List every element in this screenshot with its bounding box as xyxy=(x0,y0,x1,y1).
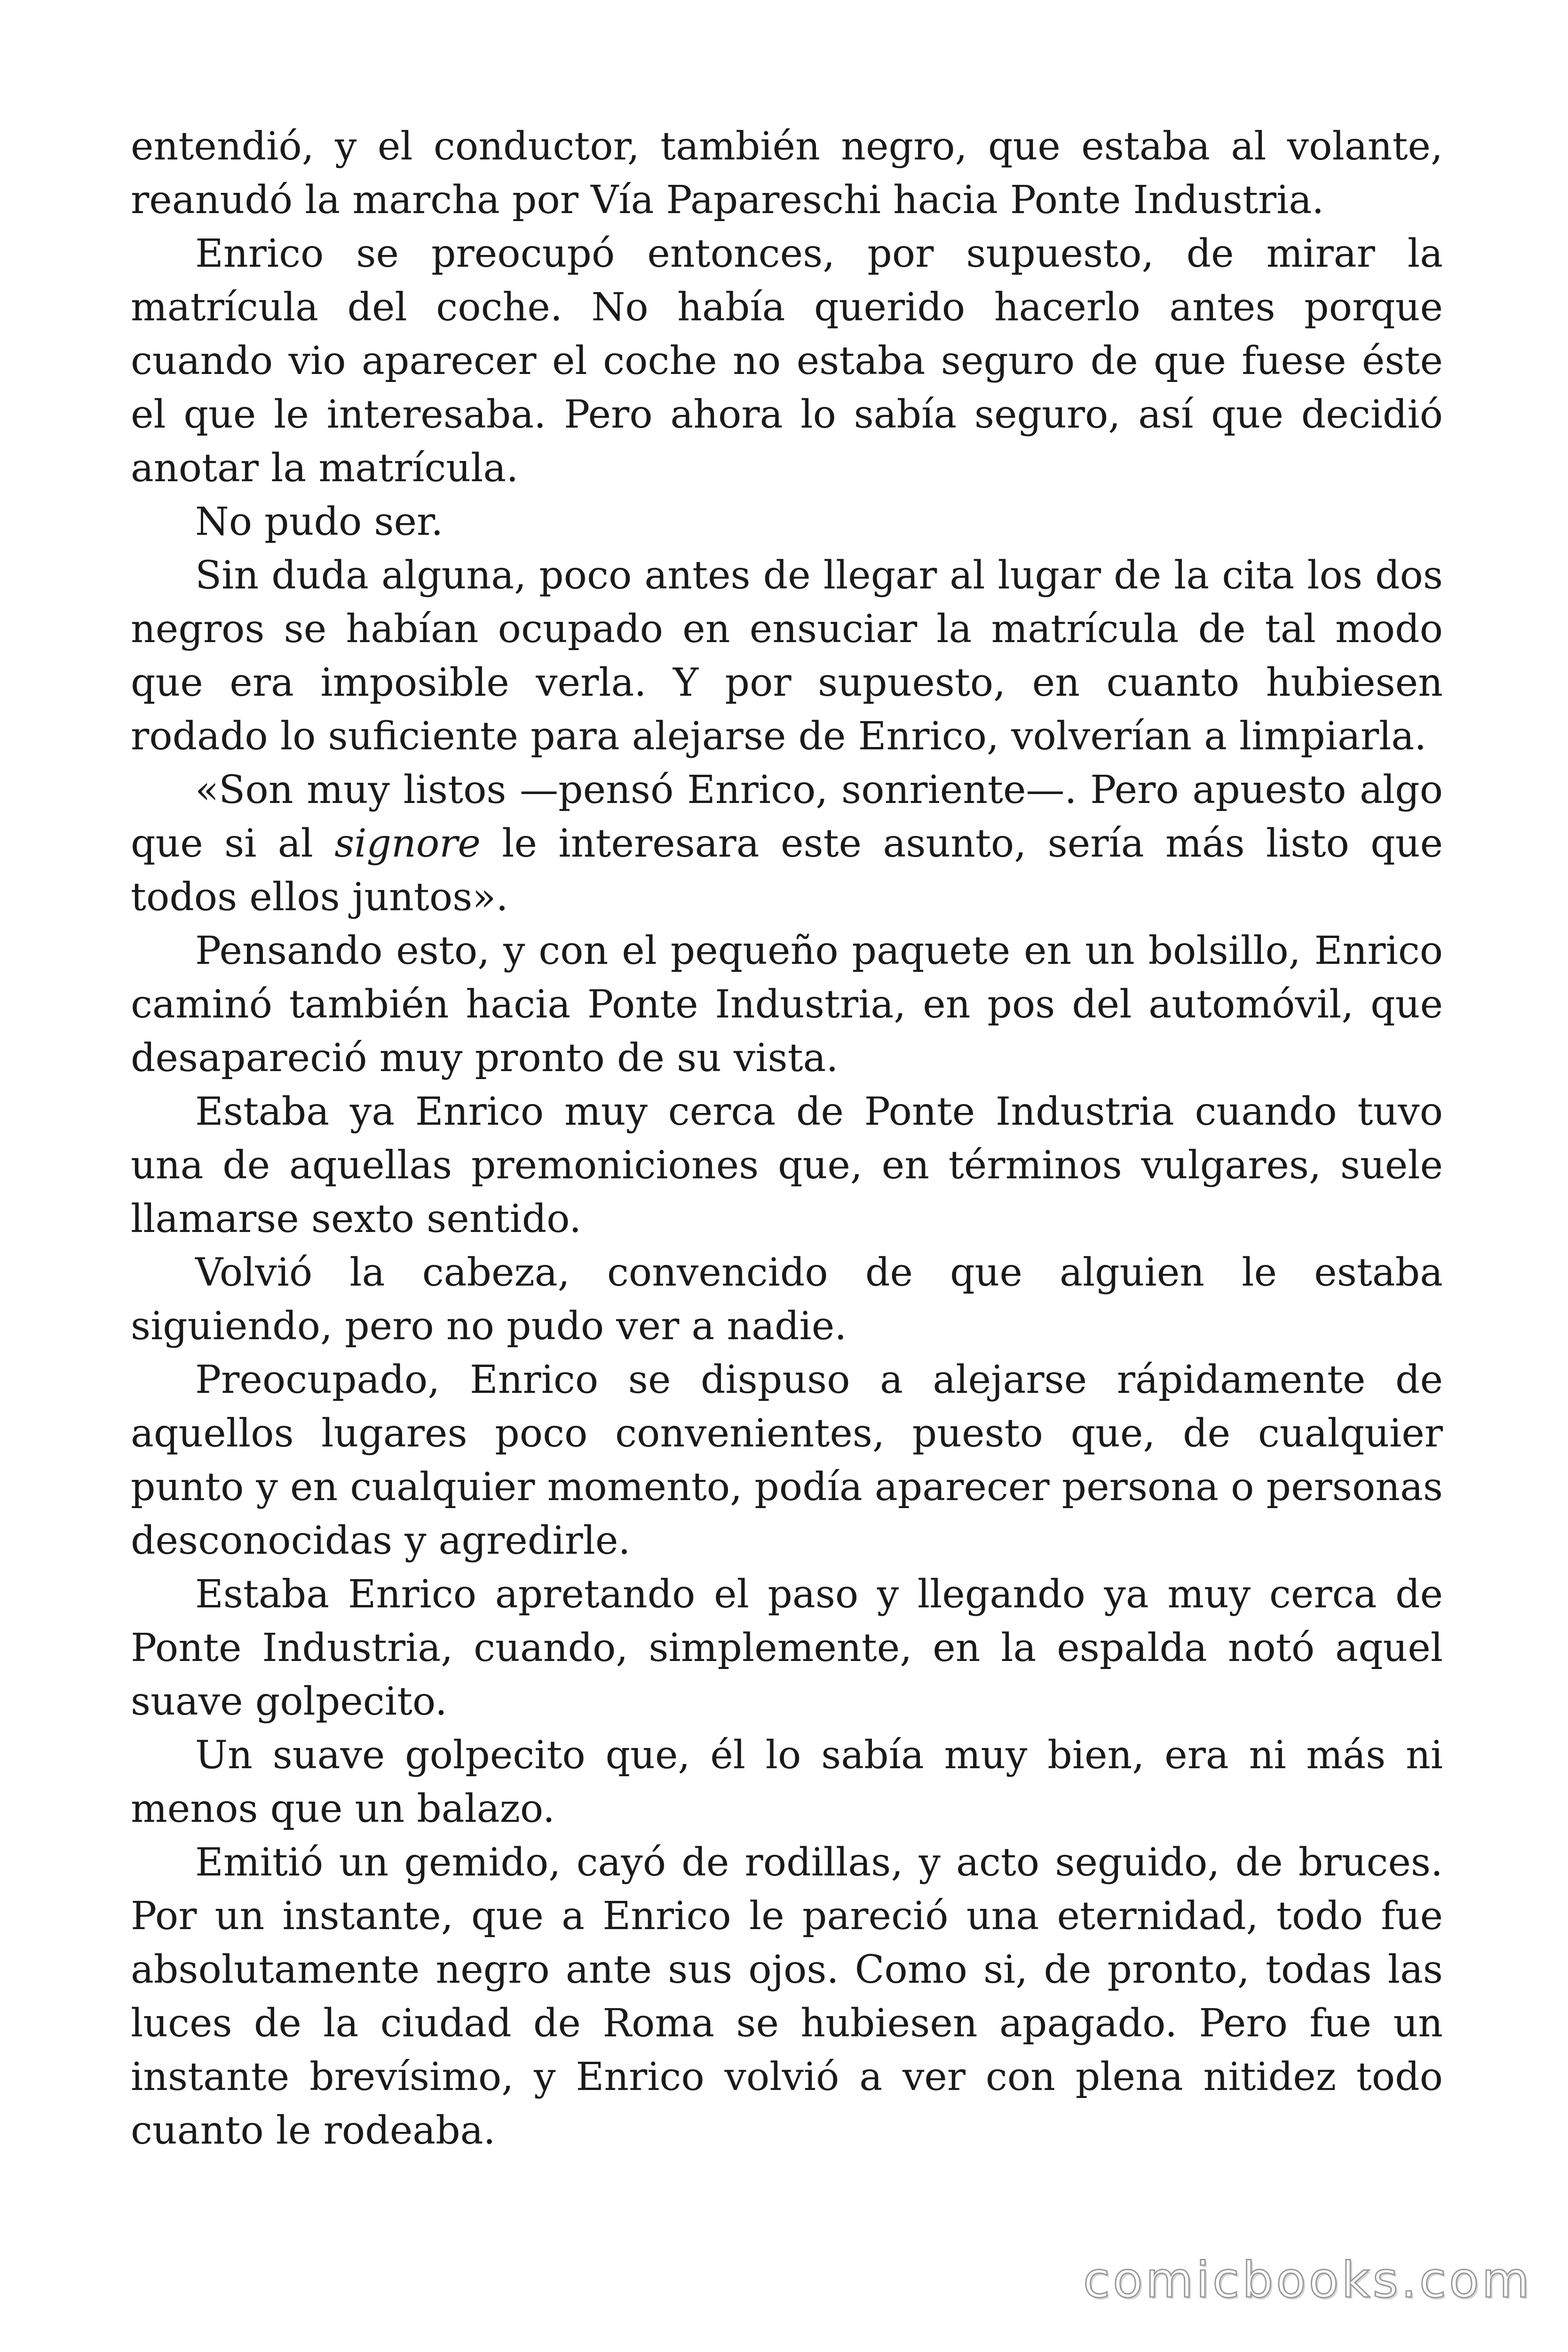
paragraph-text: le interesara este asunto, sería más listo que todos ellos juntos». xyxy=(131,821,1443,920)
paragraph: Pensando esto, y con el pequeño paquete en un bolsillo, Enrico caminó también hacia Ponte Industria, en pos del automóvil, que desapareció muy pronto de su vista. xyxy=(131,929,1443,1081)
paragraph: No pudo ser. xyxy=(195,500,443,544)
paragraph: Estaba Enrico apretando el paso y llegando ya muy cerca de Ponte Industria, cuando, simplemente, en la espalda notó aquel suave golpecito. xyxy=(131,1572,1443,1724)
paragraph-text: «Son muy listos —pensó Enrico, sonriente—. Pero apuesto algo que si al xyxy=(131,768,1443,866)
italic-word: signore xyxy=(334,821,481,866)
paragraph-with-italic xyxy=(131,763,1443,924)
body-text xyxy=(131,120,1443,2158)
paragraph: Volvió la cabeza, convencido de que alguien le estaba siguiendo, pero no pudo ver a nadie. xyxy=(131,1250,1443,1349)
paragraph: entendió, y el conductor, también negro, que estaba al volante, reanudó la marcha por Vía Papareschi hacia Ponte Industria. xyxy=(131,124,1443,222)
paragraph: Emitió un gemido, cayó de rodillas, y acto seguido, de bruces. Por un instante, que a Enrico le pareció una eternidad, todo fue absolutamente negro ante sus ojos. Como si, de pronto, todas las luces de la ciudad de Roma se hubiesen apagado. Pero fue un instante brevísimo, y Enrico volvió a ver con plena nitidez todo cuanto le rodeaba. xyxy=(131,1840,1443,2153)
paragraph: Estaba ya Enrico muy cerca de Ponte Industria cuando tuvo una de aquellas premoniciones que, en términos vulgares, suele llamarse sexto sentido. xyxy=(131,1089,1443,1241)
paragraph: Sin duda alguna, poco antes de llegar al lugar de la cita los dos negros se habían ocupado en ensuciar la matrícula de tal modo que era imposible verla. Y por supuesto, en cuanto hubiesen rodado lo suficiente para alejarse de Enrico, volverían a limpiarla. xyxy=(131,553,1443,759)
paragraph: Un suave golpecito que, él lo sabía muy bien, era ni más ni menos que un balazo. xyxy=(131,1733,1443,1831)
paragraph: Preocupado, Enrico se dispuso a alejarse rápidamente de aquellos lugares poco convenientes, puesto que, de cualquier punto y en cualquier momento, podía aparecer persona o personas desconocidas y agredirle. xyxy=(131,1358,1443,1563)
watermark-logo: comicbooks.com xyxy=(1083,2251,1532,2309)
paragraph: Enrico se preocupó entonces, por supuesto, de mirar la matrícula del coche. No había querido hacerlo antes porque cuando vio aparecer el coche no estaba seguro de que fuese éste el que le interesaba. Pero ahora lo sabía seguro, así que decidió anotar la matrícula. xyxy=(131,231,1443,491)
